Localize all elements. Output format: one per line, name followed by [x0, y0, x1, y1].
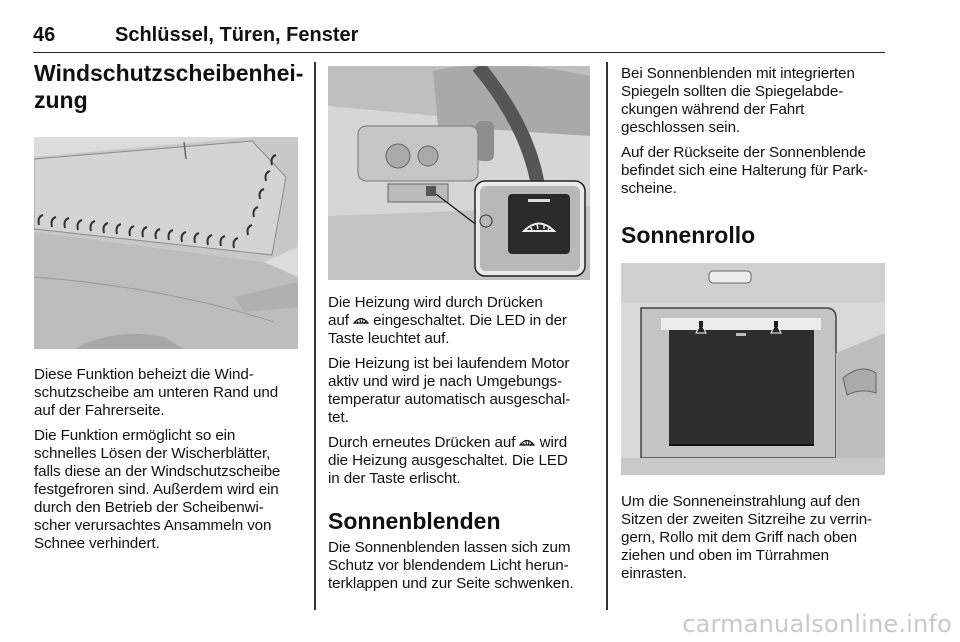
paragraph-wiper-release: Die Funktion ermöglicht so ein schnelles Lösen der Wischerblätter, falls diese an der Windschutzscheibe festgefroren sind. Außerdem wird ein durch den Betrieb der Scheibenwi- scher verursachtes Ansammeln von Schnee verhindert.: [34, 427, 281, 552]
paragraph-heating-deactivation: Durch erneutes Drücken auf wird die Heizung ausgeschaltet. Die LED in der Taste erlischt.: [328, 434, 568, 487]
windshield-heat-icon: [353, 313, 369, 327]
column-heating-and-sunvisors: [328, 60, 590, 600]
paragraph-heating-activation: Die Heizung wird durch Drücken auf eingeschaltet. Die LED in der Taste leuchtet auf.: [328, 294, 567, 347]
chapter-title: Schlüssel, Türen, Fenster: [115, 24, 359, 46]
windshield-illustration: [34, 137, 298, 349]
page-header: [33, 14, 885, 53]
roller-blind-illustration: [621, 263, 885, 475]
column-divider-1: [314, 62, 316, 610]
paragraph-visor-mirrors: Bei Sonnenblenden mit integrierten Spiegeln sollten die Spiegelabde- ckungen während der Fahrt geschlossen sein.: [621, 65, 855, 136]
dashboard-button-illustration: [328, 66, 590, 280]
section-title-sun-visors: Sonnenblenden: [328, 508, 501, 534]
section-title-windshield-heating: Windschutzscheibenhei- zung: [34, 60, 304, 113]
paragraph-heating-auto-off: Die Heizung ist bei laufendem Motor aktiv und wird je nach Umgebungs- temperatur automatisch ausgeschal- tet.: [328, 355, 571, 426]
paragraph-windshield-description: Diese Funktion beheizt die Wind- schutzscheibe am unteren Rand und auf der Fahrerseite.: [34, 366, 279, 419]
paragraph-parking-ticket-holder: Auf der Rückseite der Sonnenblende befindet sich eine Halterung für Park- scheine.: [621, 144, 868, 197]
windshield-heat-icon: [519, 435, 535, 449]
page-number: 46: [33, 24, 56, 46]
column-windshield-heating: [34, 60, 302, 560]
column-sun-visors-and-roller-blind: [621, 60, 887, 590]
paragraph-sun-visors: Die Sonnenblenden lassen sich zum Schutz vor blendendem Licht herun- terklappen und zur Seite schwenken.: [328, 539, 574, 592]
section-title-roller-blind: Sonnenrollo: [621, 222, 756, 248]
watermark: carmanualsonline.info: [682, 610, 952, 638]
column-divider-2: [606, 62, 608, 610]
paragraph-roller-blind: Um die Sonneneinstrahlung auf den Sitzen der zweiten Sitzreihe zu verrin- gern, Rollo mit dem Griff nach oben ziehen und oben im Türrahmen einrasten.: [621, 493, 873, 582]
